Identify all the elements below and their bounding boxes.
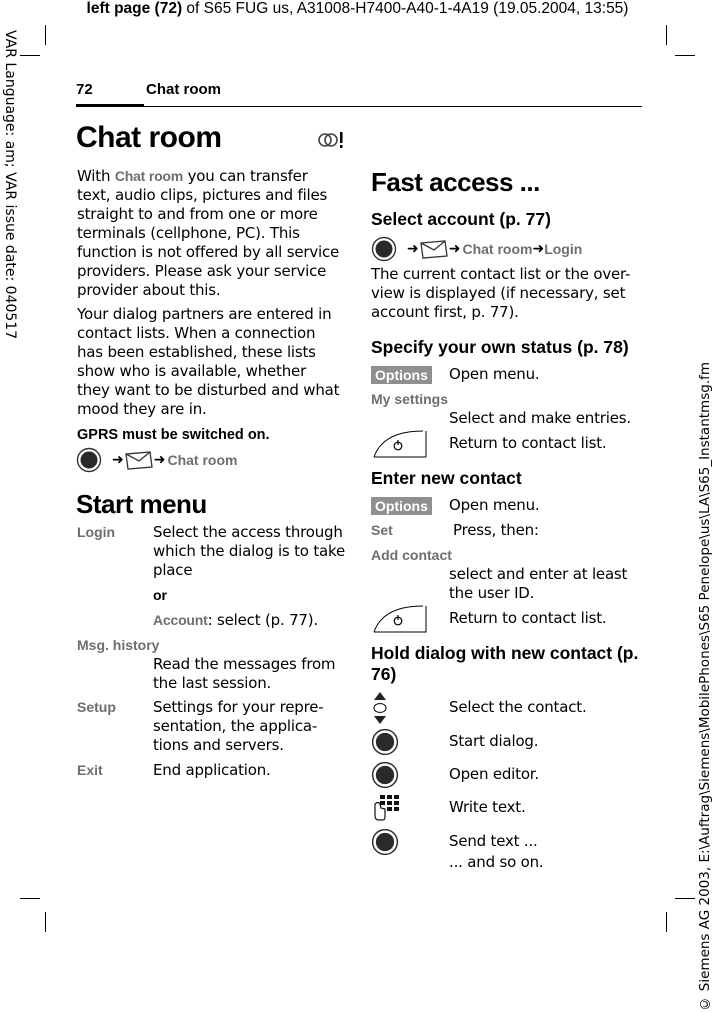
header-rule bbox=[76, 106, 642, 107]
keypad-icon bbox=[371, 794, 401, 826]
add-contact-term: Add contact bbox=[371, 547, 452, 563]
print-info-line bbox=[0, 0, 715, 18]
var-language-side-text: VAR Language: am; VAR issue date: 040517 bbox=[2, 30, 18, 340]
setup-desc: Settings for your repre-sentation, the applica-tions and servers. bbox=[153, 698, 324, 754]
running-title: Chat room bbox=[146, 81, 221, 98]
hold-step-4: Write text. bbox=[449, 798, 526, 816]
my-settings-text: Select and make entries. bbox=[449, 409, 631, 427]
scroll-updown-icon bbox=[372, 691, 388, 729]
chat-room-term: Chat room bbox=[114, 168, 184, 184]
contacts-paragraph: Your dialog partners are entered in contact lists. When a connection has been established, these lists show who is available, whether they want to be disturbed and what mood they are in. bbox=[77, 305, 340, 418]
arrow-icon: ➜ bbox=[448, 241, 461, 257]
history-desc: Read the messages from the last session. bbox=[153, 655, 336, 692]
page-title: Chat room bbox=[76, 121, 222, 154]
options-softkey: Options bbox=[371, 365, 432, 384]
exit-term: Exit bbox=[77, 762, 103, 778]
new-contact-heading: Enter new contact bbox=[371, 468, 522, 488]
joystick-center-icon bbox=[76, 447, 102, 473]
print-info-prefix: left page (72) bbox=[86, 0, 183, 17]
end-key-icon bbox=[371, 603, 429, 639]
crop-mark bbox=[675, 898, 695, 899]
status-options-text: Open menu. bbox=[449, 365, 540, 383]
joystick-center-icon bbox=[371, 828, 399, 860]
page-number: 72 bbox=[76, 81, 93, 98]
setup-term: Setup bbox=[77, 699, 116, 715]
intro-paragraph: With Chat room you can transfer text, audio clips, pictures and files straight to and from one or more terminals (cellphone, PC). This function is not offered by all service providers. Please ask your service provider about this. bbox=[77, 167, 340, 299]
envelope-icon bbox=[124, 449, 154, 471]
login-term: Login bbox=[77, 524, 116, 540]
select-account-heading: Select account (p. 77) bbox=[371, 209, 551, 229]
fast-access-heading: Fast access ... bbox=[371, 167, 540, 197]
crop-mark bbox=[20, 898, 40, 899]
history-term: Msg. history bbox=[77, 637, 160, 653]
hold-step-5: Send text ... bbox=[449, 832, 538, 850]
nav-chat-room: Chat room bbox=[167, 452, 238, 468]
crop-mark bbox=[45, 25, 46, 45]
new-contact-options-text: Open menu. bbox=[449, 496, 540, 514]
new-contact-back-text: Return to contact list. bbox=[449, 609, 607, 627]
crop-mark bbox=[20, 55, 40, 56]
arrow-icon: ➜ bbox=[153, 452, 166, 468]
nav-login: Login bbox=[544, 241, 583, 257]
joystick-center-icon bbox=[371, 236, 397, 262]
end-key-icon bbox=[371, 428, 429, 464]
arrow-icon: ➜ bbox=[407, 241, 419, 257]
envelope-icon bbox=[419, 238, 449, 260]
gprs-note: GPRS must be switched on. bbox=[77, 427, 270, 443]
arrow-icon: ➜ bbox=[532, 241, 545, 257]
exit-desc: End application. bbox=[153, 761, 271, 779]
hold-step-1: Select the contact. bbox=[449, 698, 587, 716]
nav-chat-room: Chat room bbox=[462, 241, 533, 257]
joystick-center-icon bbox=[371, 728, 399, 760]
chat-feature-icon bbox=[316, 130, 344, 154]
crop-mark bbox=[675, 55, 695, 56]
crop-mark bbox=[666, 25, 667, 45]
add-contact-text: select and enter at least the user ID. bbox=[449, 565, 628, 602]
select-account-text: The current contact list or the over-view is displayed (if necessary, set account first, p. 77). bbox=[371, 265, 631, 321]
set-term: Set bbox=[371, 522, 393, 538]
set-text: Press, then: bbox=[453, 521, 539, 539]
menu-path bbox=[76, 446, 237, 474]
arrow-icon: ➜ bbox=[112, 452, 124, 468]
hold-closing: ... and so on. bbox=[449, 853, 544, 871]
select-account-path bbox=[371, 235, 582, 263]
header-rule-thick bbox=[76, 104, 144, 107]
hold-step-3: Open editor. bbox=[449, 765, 539, 783]
login-or: or bbox=[153, 587, 167, 603]
joystick-center-icon bbox=[371, 761, 399, 793]
start-menu-heading: Start menu bbox=[76, 489, 207, 519]
status-back-text: Return to contact list. bbox=[449, 434, 607, 452]
crop-mark bbox=[45, 912, 46, 932]
hold-step-2: Start dialog. bbox=[449, 732, 539, 750]
my-settings-term: My settings bbox=[371, 391, 449, 407]
login-account: Account: select (p. 77). bbox=[153, 611, 318, 629]
print-info-rest: of S65 FUG us, A31008-H7400-A40-1-4A19 (19.05.2004, 13:55) bbox=[182, 0, 629, 17]
status-heading: Specify your own status (p. 78) bbox=[371, 337, 629, 357]
hold-dialog-heading: Hold dialog with new contact (p. 76) bbox=[371, 643, 639, 684]
login-desc: Select the access through which the dialog is to take place bbox=[153, 523, 345, 579]
crop-mark bbox=[666, 912, 667, 932]
copyright-side-text: © Siemens AG 2003, E:\Auftrag\Siemens\MobilePhones\S65 Penelope\us\LA\S65_Instantmsg.fm bbox=[697, 362, 713, 1012]
options-softkey: Options bbox=[371, 496, 432, 515]
